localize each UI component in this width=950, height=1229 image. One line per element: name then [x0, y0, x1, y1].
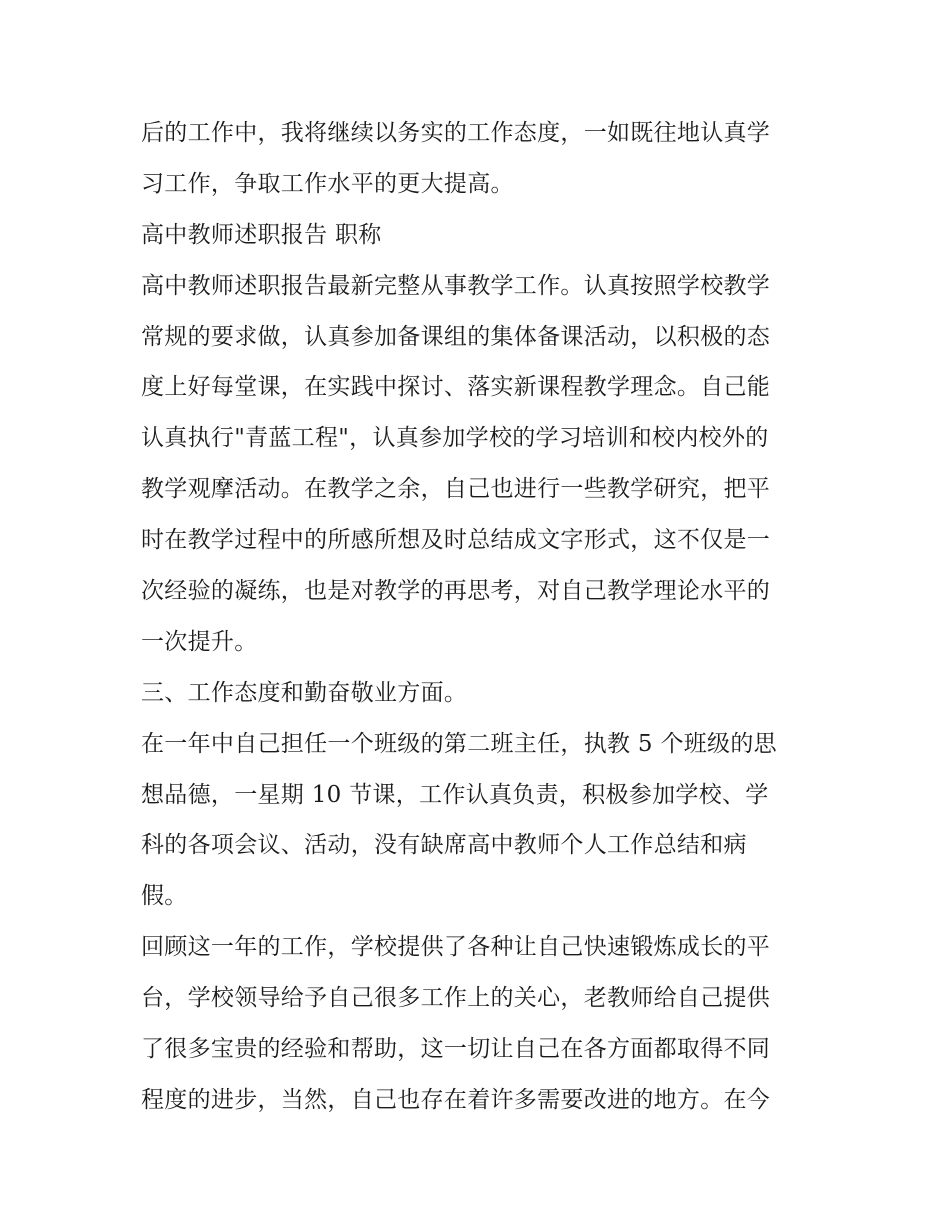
text-line: 在一年中自己担任一个班级的第二班主任，执教 5 个班级的思	[141, 730, 777, 757]
text-line: 认真执行"青蓝工程"，认真参加学校的学习培训和校内校外的	[141, 425, 769, 452]
text-line: 想品德，一星期 10 节课，工作认真负责，积极参加学校、学	[141, 781, 769, 808]
text-line: 度上好每堂课，在实践中探讨、落实新课程教学理念。自己能	[141, 374, 771, 401]
text-line: 教学观摩活动。在教学之余，自己也进行一些教学研究，把平	[141, 476, 771, 503]
text-line: 时在教学过程中的所感所想及时总结成文字形式，这不仅是一	[141, 527, 771, 554]
text-line: 后的工作中，我将继续以务实的工作态度，一如既往地认真学	[141, 120, 771, 146]
text-line: 回顾这一年的工作，学校提供了各种让自己快速锻炼成长的平	[141, 934, 771, 961]
text-line: 假。	[141, 883, 188, 910]
section-heading: 三、工作态度和勤奋敬业方面。	[141, 679, 468, 706]
text-line: 习工作，争取工作水平的更大提高。	[141, 170, 514, 197]
document-body	[141, 108, 813, 1126]
text-line: 一次提升。	[141, 628, 258, 655]
text-line: 常规的要求做，认真参加备课组的集体备课活动，以积极的态	[141, 323, 771, 350]
text-line: 次经验的凝练，也是对教学的再思考，对自己教学理论水平的	[141, 578, 771, 605]
text-line: 了很多宝贵的经验和帮助，这一切让自己在各方面都取得不同	[141, 1036, 771, 1063]
text-line: 科的各项会议、活动，没有缺席高中教师个人工作总结和病	[141, 832, 747, 859]
section-heading: 高中教师述职报告 职称	[141, 221, 382, 248]
text-line: 程度的进步，当然，自己也存在着许多需要改进的地方。在今	[141, 1086, 771, 1113]
text-line: 高中教师述职报告最新完整从事教学工作。认真按照学校教学	[141, 272, 771, 299]
text-line: 台，学校领导给予自己很多工作上的关心，老教师给自己提供	[141, 985, 771, 1012]
